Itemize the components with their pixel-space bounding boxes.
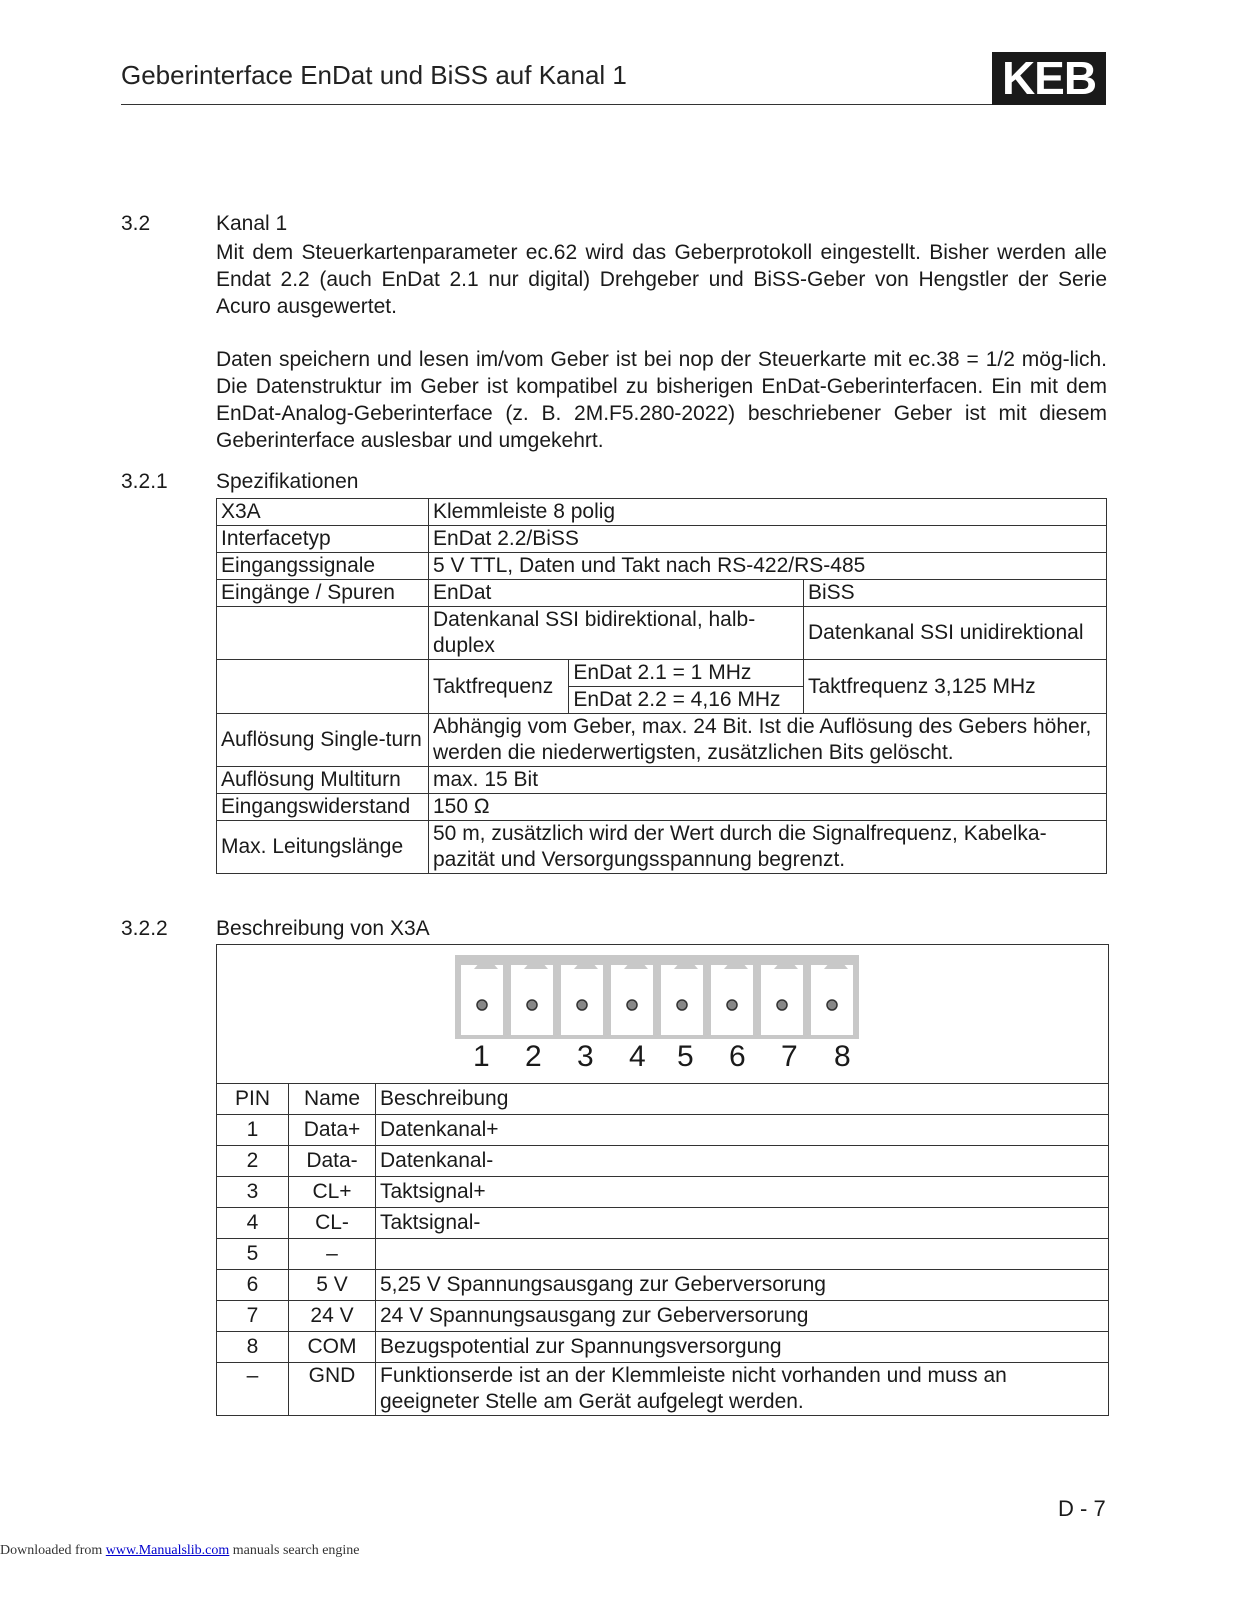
footer-suffix: manuals search engine <box>229 1543 360 1558</box>
pin-section-number: 3.2.2 <box>121 917 168 940</box>
pin-name: 24 V <box>289 1301 376 1332</box>
pin-name: CL+ <box>289 1177 376 1208</box>
spec-label: Auflösung Multiturn <box>217 767 429 794</box>
pin-table <box>216 944 1109 1416</box>
pin-number: 6 <box>217 1270 289 1301</box>
spec-section-title: Spezifikationen <box>216 470 359 493</box>
pin-number: 7 <box>217 1301 289 1332</box>
spec-endat-clocks <box>569 660 804 714</box>
description-header: Beschreibung <box>376 1084 1109 1115</box>
pin-number: 3 <box>217 1177 289 1208</box>
page-header-title: Geberinterface EnDat und BiSS auf Kanal 1 <box>121 60 627 90</box>
spec-biss-channel: Datenkanal SSI unidirektional <box>804 607 1107 660</box>
pin-number: 2 <box>217 1146 289 1177</box>
terminal-screw <box>627 1000 637 1010</box>
connector-pin-number: 5 <box>677 1040 694 1073</box>
section-number: 3.2 <box>121 212 151 235</box>
pin-description: Datenkanal+ <box>376 1115 1109 1146</box>
terminal-screw <box>677 1000 687 1010</box>
download-footer <box>0 1543 360 1559</box>
pin-section-title: Beschreibung von X3A <box>216 917 430 940</box>
connector-pin-number: 2 <box>525 1040 542 1073</box>
section-paragraph-2: Daten speichern und lesen im/vom Geber ist bei nop der Steuerkarte mit ec.38 = 1/2 mög-lich. Die Datenstruktur im Geber ist kompatibel zu bisherigen EnDat-Geberinterfacen. Ein mit dem EnDat-Analog-Geberinterface (z. B. 2M.F5.280-2022) beschriebener Geber ist mit diesem Geberinterface auslesbar und umgekehrt. <box>216 348 1107 452</box>
spec-endat-header: EnDat <box>429 580 804 607</box>
spec-label-empty <box>217 660 429 714</box>
terminal-screw <box>577 1000 587 1010</box>
page-number: D - 7 <box>1058 1496 1106 1521</box>
pin-name: 5 V <box>289 1270 376 1301</box>
pin-description: Taktsignal+ <box>376 1177 1109 1208</box>
terminal-screw <box>527 1000 537 1010</box>
spec-endat-channel: Datenkanal SSI bidirektional, halb-duplex <box>429 607 804 660</box>
pin-name: Data- <box>289 1146 376 1177</box>
connector-pin-number: 7 <box>781 1040 798 1073</box>
connector-diagram-cell <box>217 945 1109 1084</box>
name-header: Name <box>289 1084 376 1115</box>
keb-logo: KEB <box>992 52 1106 105</box>
spec-value: Klemmleiste 8 polig <box>429 499 1107 526</box>
pin-number: – <box>217 1363 289 1416</box>
spec-label: Eingangswiderstand <box>217 794 429 821</box>
terminal-block-diagram <box>217 945 1108 1083</box>
spec-label: Interfacetyp <box>217 526 429 553</box>
terminal-screw <box>827 1000 837 1010</box>
terminal-screw <box>777 1000 787 1010</box>
spec-clock-label: Taktfrequenz <box>429 660 569 714</box>
spec-label: Eingänge / Spuren <box>217 580 429 607</box>
terminal-screw <box>477 1000 487 1010</box>
spec-section-number: 3.2.1 <box>121 470 168 493</box>
spec-value: Abhängig vom Geber, max. 24 Bit. Ist die Auflösung des Gebers höher, werden die niederwertigsten, zusätzlichen Bits gelöscht. <box>429 714 1107 767</box>
pin-number: 8 <box>217 1332 289 1363</box>
terminal-screw <box>727 1000 737 1010</box>
pin-name: GND <box>289 1363 376 1416</box>
spec-table <box>216 498 1107 874</box>
spec-biss-header: BiSS <box>804 580 1107 607</box>
pin-description: Bezugspotential zur Spannungsversorgung <box>376 1332 1109 1363</box>
pin-name: Data+ <box>289 1115 376 1146</box>
spec-value: max. 15 Bit <box>429 767 1107 794</box>
section-paragraph-1: Mit dem Steuerkartenparameter ec.62 wird das Geberprotokoll eingestellt. Bisher werden alle Endat 2.2 (auch EnDat 2.1 nur digital) Drehgeber und BiSS-Geber von Hengstler der Serie Acuro ausgewertet. <box>216 241 1107 318</box>
section-title: Kanal 1 <box>216 212 288 235</box>
connector-pin-number: 4 <box>629 1040 646 1073</box>
pin-name: – <box>289 1239 376 1270</box>
spec-label-empty <box>217 607 429 660</box>
pin-description: 24 V Spannungsausgang zur Geberversorung <box>376 1301 1109 1332</box>
spec-label: Max. Leitungslänge <box>217 821 429 874</box>
spec-value: 50 m, zusätzlich wird der Wert durch die Signalfrequenz, Kabelka-pazität und Versorgungsspannung begrenzt. <box>429 821 1107 874</box>
pin-name: CL- <box>289 1208 376 1239</box>
pin-name: COM <box>289 1332 376 1363</box>
manualslib-link[interactable]: www.Manualslib.com <box>105 1543 230 1558</box>
spec-label: X3A <box>217 499 429 526</box>
pin-number: 4 <box>217 1208 289 1239</box>
spec-biss-clock: Taktfrequenz 3,125 MHz <box>804 660 1107 714</box>
pin-header: PIN <box>217 1084 289 1115</box>
pin-description: Funktionserde ist an der Klemmleiste nicht vorhanden und muss an geeigneter Stelle am Gerät aufgelegt werden. <box>376 1363 1109 1416</box>
connector-pin-number: 1 <box>473 1040 490 1073</box>
pin-description <box>376 1239 1109 1270</box>
spec-label: Auflösung Single-turn <box>217 714 429 767</box>
pin-description: Taktsignal- <box>376 1208 1109 1239</box>
spec-value: 5 V TTL, Daten und Takt nach RS-422/RS-485 <box>429 553 1107 580</box>
pin-description: Datenkanal- <box>376 1146 1109 1177</box>
pin-number: 5 <box>217 1239 289 1270</box>
spec-endat21-clock: EnDat 2.1 = 1 MHz <box>569 660 803 687</box>
connector-pin-number: 6 <box>729 1040 746 1073</box>
spec-value: 150 Ω <box>429 794 1107 821</box>
spec-value: EnDat 2.2/BiSS <box>429 526 1107 553</box>
pin-number: 1 <box>217 1115 289 1146</box>
connector-pin-number: 8 <box>834 1040 851 1073</box>
footer-prefix: Downloaded from <box>0 1543 106 1558</box>
spec-label: Eingangssignale <box>217 553 429 580</box>
connector-pin-number: 3 <box>577 1040 594 1073</box>
spec-endat22-clock: EnDat 2.2 = 4,16 MHz <box>573 688 781 711</box>
pin-description: 5,25 V Spannungsausgang zur Geberversorung <box>376 1270 1109 1301</box>
header-rule <box>121 104 993 105</box>
